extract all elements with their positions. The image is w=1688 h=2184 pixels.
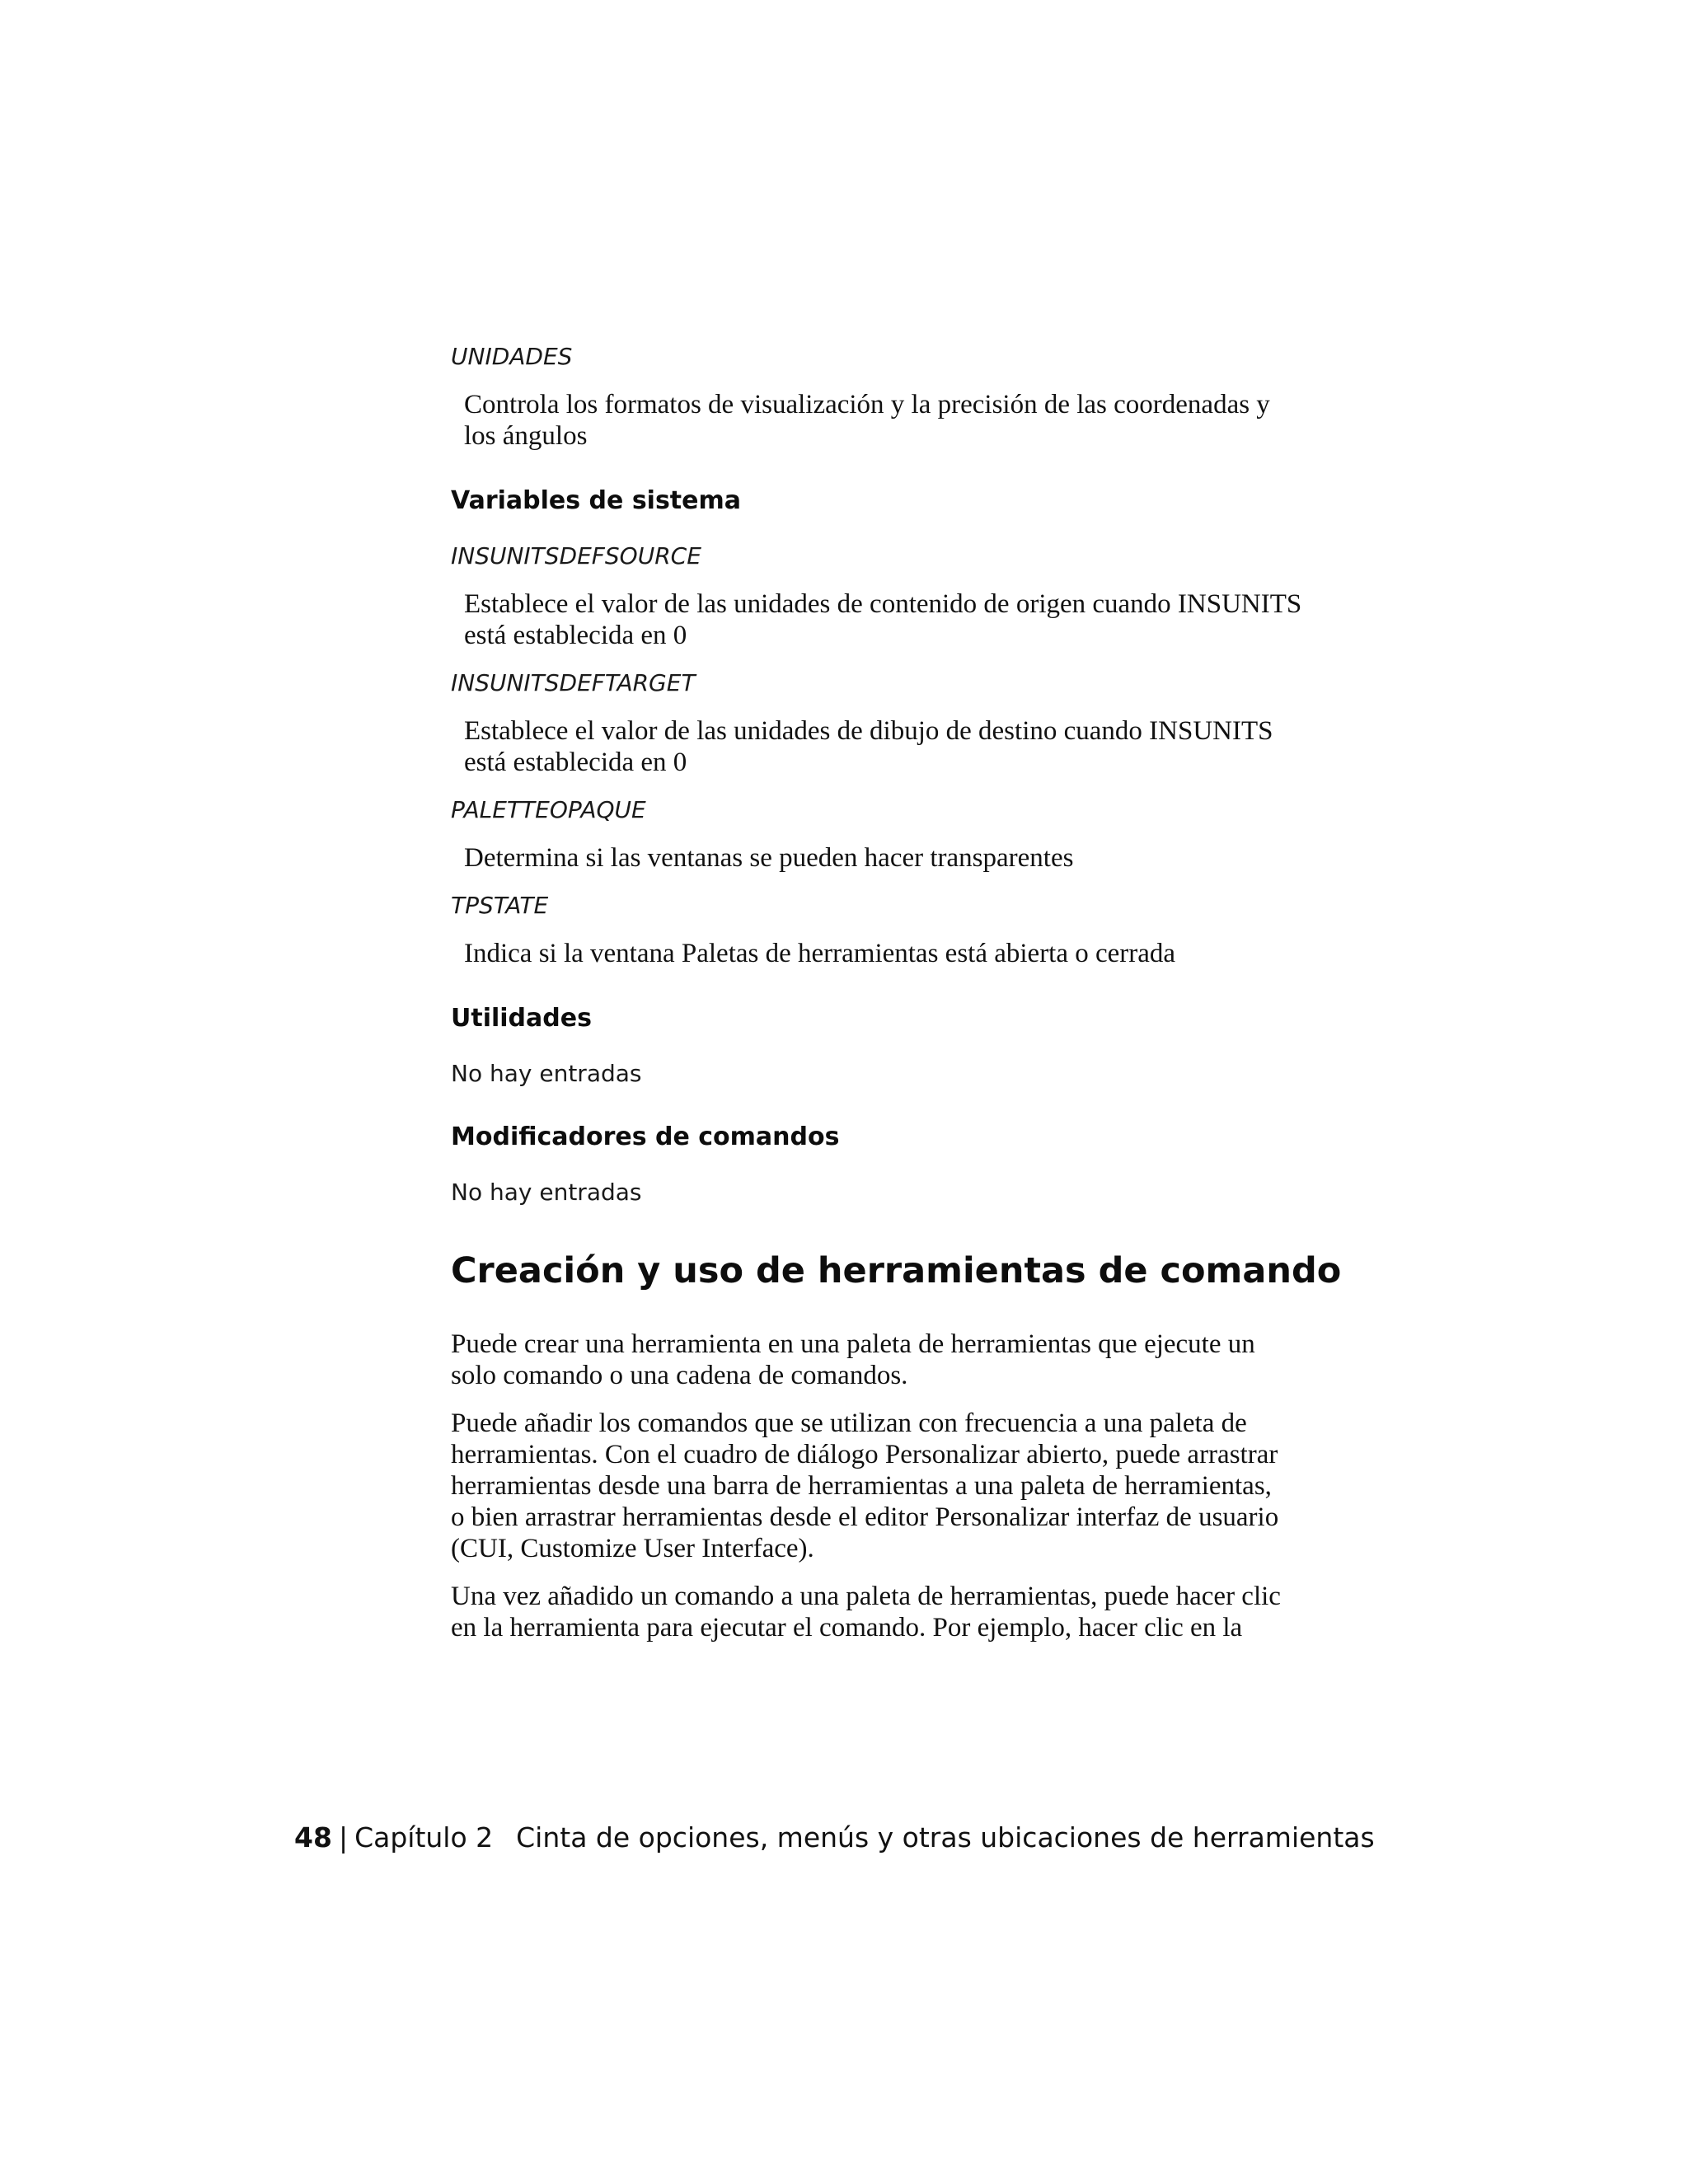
article-paragraph-2: [451, 1408, 1349, 1564]
desc-insunitsdefsource-line-1: Establece el valor de las unidades de contenido de origen cuando INSUNITS: [464, 589, 1302, 619]
heading-variables-de-sistema: Variables de sistema: [451, 486, 742, 515]
heading-utilidades: Utilidades: [451, 1004, 592, 1033]
p2-line: herramientas. Con el cuadro de diálogo Personalizar abierto, puede arrastrar: [451, 1440, 1278, 1469]
p2-line: o bien arrastrar herramientas desde el editor Personalizar interfaz de usuario: [451, 1502, 1279, 1532]
footer-chapter: Capítulo 2: [354, 1821, 494, 1854]
term-insunitsdeftarget: INSUNITSDEFTARGET: [451, 669, 696, 696]
desc-unidades: [464, 389, 1349, 452]
page-number: 48: [294, 1821, 332, 1854]
article-paragraph-3: [451, 1581, 1349, 1643]
page-footer: [294, 1821, 1375, 1854]
p2-line: (CUI, Customize User Interface).: [451, 1534, 814, 1563]
text-modificadores-no-entries: No hay entradas: [451, 1179, 642, 1206]
heading-modificadores-de-comandos: Modificadores de comandos: [451, 1122, 840, 1151]
p3-line: en la herramienta para ejecutar el comando. Por ejemplo, hacer clic en la: [451, 1613, 1243, 1643]
text-utilidades-no-entries: No hay entradas: [451, 1060, 642, 1087]
desc-unidades-line-1: Controla los formatos de visualización y la precisión de las coordenadas y: [464, 390, 1270, 419]
article-title: Creación y uso de herramientas de comando: [451, 1250, 1342, 1291]
term-tpstate: TPSTATE: [451, 892, 549, 919]
desc-insunitsdefsource-line-2: está establecida en 0: [464, 621, 687, 650]
footer-separator: |: [338, 1821, 349, 1854]
term-paletteopaque: PALETTEOPAQUE: [451, 796, 646, 823]
desc-paletteopaque: Determina si las ventanas se pueden hacer transparentes: [464, 843, 1074, 873]
p3-line: Una vez añadido un comando a una paleta de herramientas, puede hacer clic: [451, 1582, 1281, 1611]
footer-chapter-title: Cinta de opciones, menús y otras ubicaciones de herramientas: [516, 1821, 1375, 1854]
p1-line: solo comando o una cadena de comandos.: [451, 1361, 908, 1390]
term-insunitsdefsource: INSUNITSDEFSOURCE: [451, 542, 701, 569]
p2-line: Puede añadir los comandos que se utilizan con frecuencia a una paleta de: [451, 1408, 1247, 1438]
desc-unidades-line-2: los ángulos: [464, 421, 588, 451]
desc-insunitsdeftarget-line-1: Establece el valor de las unidades de dibujo de destino cuando INSUNITS: [464, 716, 1273, 746]
desc-insunitsdefsource: [464, 588, 1349, 651]
term-unidades: UNIDADES: [451, 343, 573, 370]
desc-tpstate: Indica si la ventana Paletas de herramientas está abierta o cerrada: [464, 939, 1176, 968]
desc-insunitsdeftarget: [464, 715, 1349, 778]
desc-insunitsdeftarget-line-2: está establecida en 0: [464, 748, 687, 777]
page-content: [451, 343, 1349, 1660]
p1-line: Puede crear una herramienta en una paleta de herramientas que ejecute un: [451, 1329, 1255, 1359]
p2-line: herramientas desde una barra de herramientas a una paleta de herramientas,: [451, 1471, 1272, 1501]
article-paragraph-1: [451, 1329, 1349, 1391]
